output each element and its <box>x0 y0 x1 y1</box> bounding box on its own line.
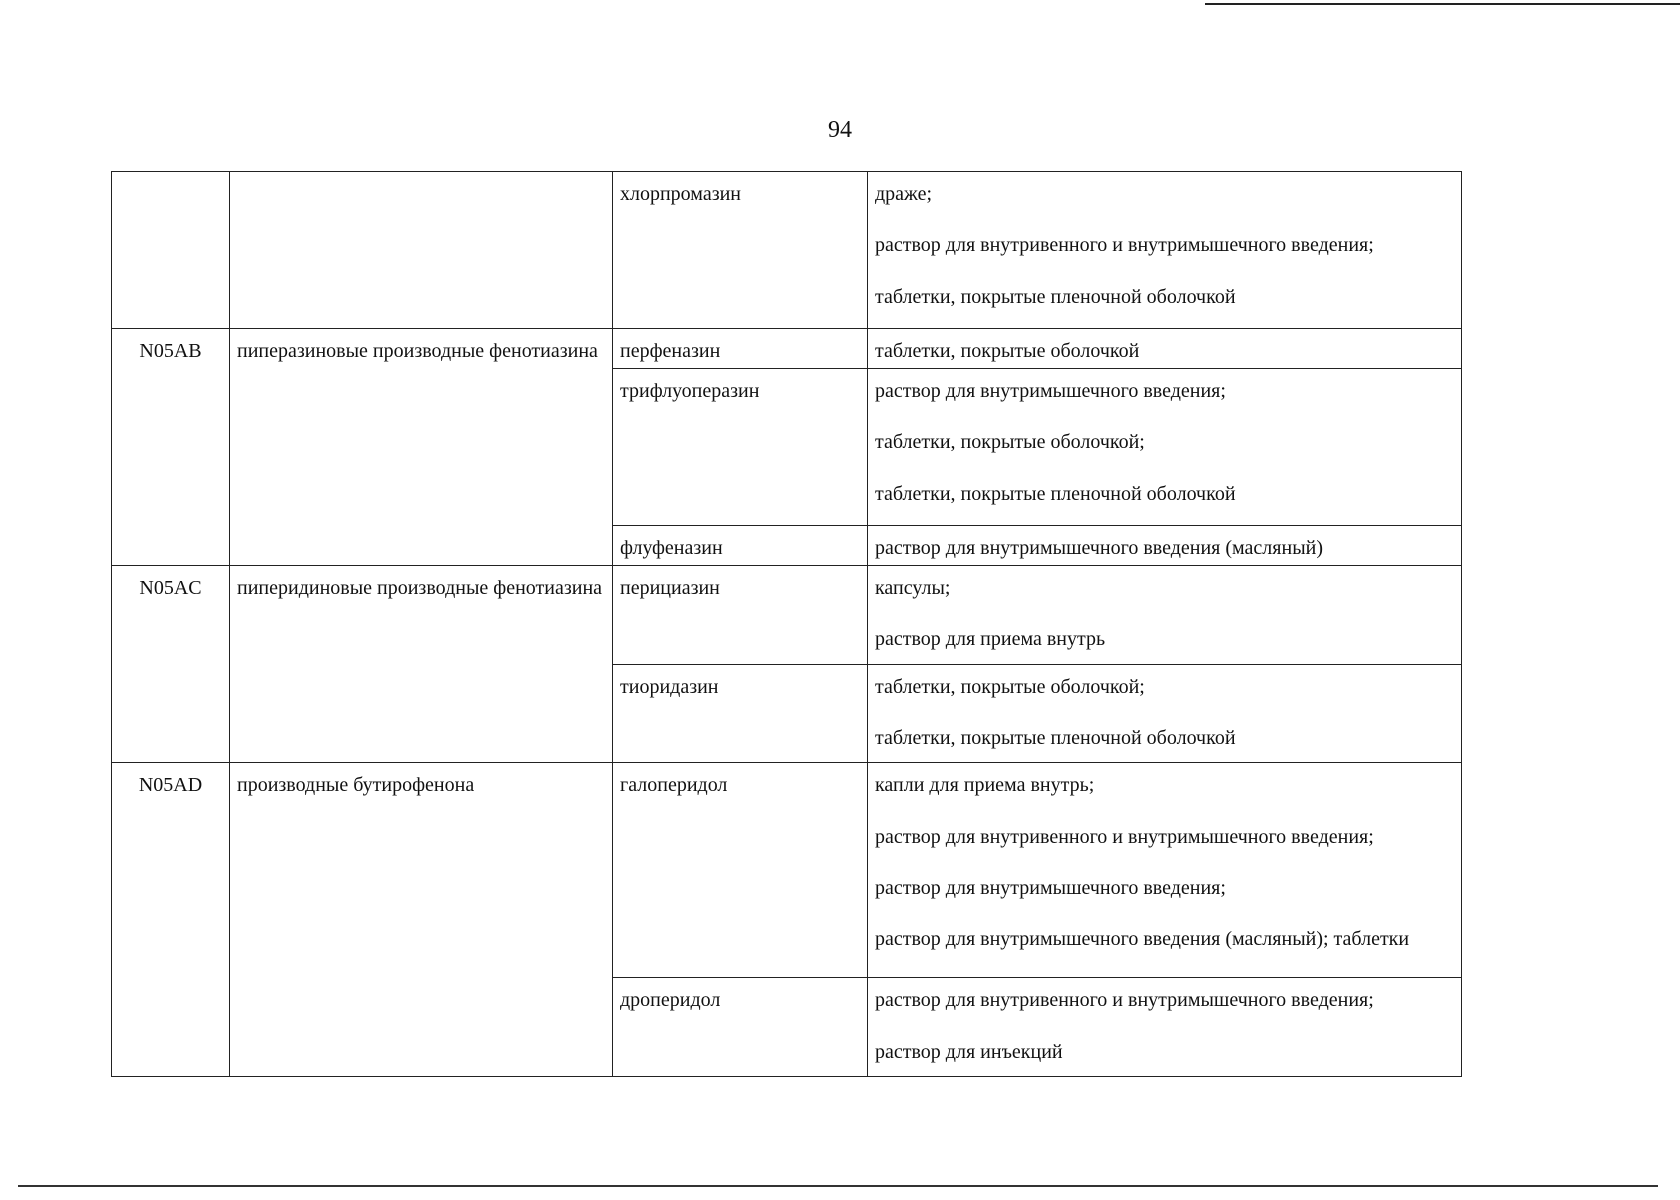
atc-code-cell: N05AD <box>112 763 230 1077</box>
drug-name-cell: галоперидол <box>613 763 868 978</box>
dosage-form: драже; <box>875 183 933 205</box>
dosage-forms-cell <box>868 978 1462 1077</box>
dosage-forms-cell <box>868 369 1462 526</box>
dosage-form: таблетки, покрытые оболочкой; <box>875 675 1145 698</box>
group-name-cell: пиперидиновые производные фенотиазина <box>230 566 613 763</box>
table-row <box>112 328 1462 368</box>
dosage-forms-cell <box>868 172 1462 329</box>
dosage-form: раствор для внутримышечного введения (масляный); таблетки <box>875 928 1410 951</box>
table-row <box>112 566 1462 665</box>
dosage-form: таблетки, покрытые пленочной оболочкой <box>875 482 1236 505</box>
group-name-cell: производные бутирофенона <box>230 763 613 1077</box>
group-name-cell <box>230 172 613 329</box>
dosage-form: капсулы; <box>875 577 951 600</box>
dosage-form: раствор для внутримышечного введения (масляный) <box>875 536 1323 559</box>
dosage-form: раствор для внутривенного и внутримышечного введения; <box>875 825 1374 848</box>
drug-table <box>111 171 1462 1077</box>
atc-code-cell: N05AB <box>112 328 230 565</box>
dosage-forms-cell <box>868 328 1462 368</box>
atc-code-cell: N05AC <box>112 566 230 763</box>
drug-name-cell: тиоридазин <box>613 664 868 763</box>
dosage-form: раствор для инъекций <box>875 1040 1063 1063</box>
dosage-form: таблетки, покрытые пленочной оболочкой <box>875 727 1236 750</box>
dosage-form: капли для приема внутрь; <box>875 774 1095 797</box>
table-row <box>112 172 1462 329</box>
dosage-form: раствор для внутривенного и внутримышечного введения; <box>875 989 1374 1012</box>
scan-edge-line-top <box>1205 3 1680 5</box>
table-row <box>112 763 1462 978</box>
dosage-form: таблетки, покрытые оболочкой <box>875 339 1140 362</box>
dosage-form: раствор для внутримышечного введения; <box>875 380 1226 403</box>
scan-edge-line-bottom <box>18 1185 1658 1187</box>
dosage-form: раствор для внутримышечного введения; <box>875 876 1226 899</box>
drug-name-cell: трифлуоперазин <box>613 369 868 526</box>
dosage-form: раствор для приема внутрь <box>875 628 1106 651</box>
group-name-cell: пиперазиновые производные фенотиазина <box>230 328 613 565</box>
drug-name-cell: перициазин <box>613 566 868 665</box>
drug-name-cell: хлорпромазин <box>613 172 868 329</box>
drug-name-cell: флуфеназин <box>613 525 868 565</box>
dosage-forms-cell <box>868 566 1462 665</box>
dosage-form: раствор для внутривенного и внутримышечного введения; <box>875 234 1374 257</box>
dosage-form: таблетки, покрытые пленочной оболочкой <box>875 285 1236 308</box>
page-number: 94 <box>828 117 852 143</box>
drug-name-cell: дроперидол <box>613 978 868 1077</box>
dosage-forms-cell <box>868 664 1462 763</box>
dosage-form: таблетки, покрытые оболочкой; <box>875 431 1145 454</box>
drug-name-cell: перфеназин <box>613 328 868 368</box>
dosage-forms-cell <box>868 525 1462 565</box>
atc-code-cell <box>112 172 230 329</box>
dosage-forms-cell <box>868 763 1462 978</box>
